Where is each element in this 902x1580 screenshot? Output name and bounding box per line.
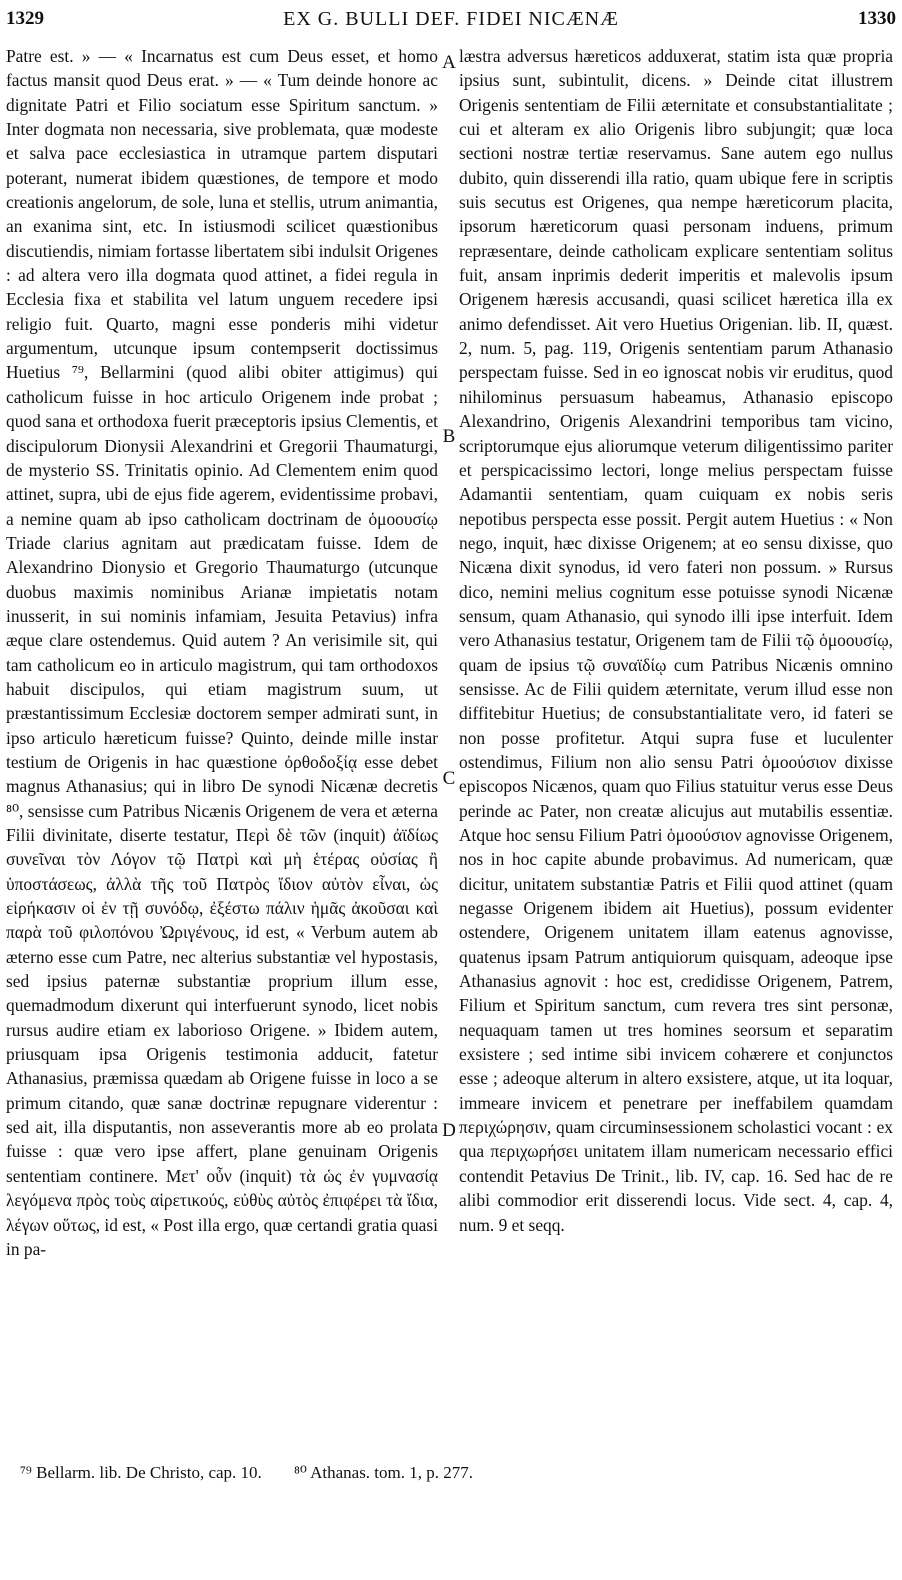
left-column-text: Patre est. » — « Incarnatus est cum Deus esset, et homo factus mansit quod Deus erat. » — « Tum deinde honore ac dignitate Patri et Filio sociatum esse Spiritum sanctum. » Inter dogmata non necessaria, sive problemata, quæ modeste et salva pace ecclesiastica in utramque partem disputari poterant, numerat ibidem quæstiones, de tempore et modo creationis angelorum, de sole, luna et stellis, utrum animantia, an exanima sint, etc. In istiusmodi scilicet quæstionibus discutiendis, nimiam fortasse libertatem sibi indulsit Origenes : ad altera vero illa dogmata quod attinet, a fidei regula in Ecclesia fixa et stabilita vel latum unguem recedere ipsi religio fuit. Quarto, magni esse ponderis mihi videtur argumentum, utcunque ipsum contempserit doctissimus Huetius ⁷⁹, Bellarmini (quod alibi obiter attigimus) qui catholicum fuisse in hoc articulo Origenem inde probat ; quod sana et orthodoxa fuerit præceptoris ipsius Clementis, et discipulorum Dionysii Alexandrini et Gregorii Thaumaturgi, de mysterio SS. Trinitatis opinio. Ad Clementem enim quod attinet, supra, ubi de ejus fide agerem, evidentissime probavi, a nemine quam ab ipso catholicam doctrinam de ὁμοουσίῳ Triade clarius agnitam aut prædicatam fuisse. Idem de Alexandrino Dionysio et Gregorio Thaumaturgo (utcunque duobus maximis nominibus Arianæ impietatis notam inusserit, in sui nominis infamiam, Jesuita Petavius) infra æque clare ostendemus. Quid autem ? An verisimile sit, qui tam catholicum eo in articulo magistrum, qui tam orthodoxos habuit discipulos, qui etiam magistrum suum, ut præstantissimum Ecclesiæ doctorem semper admirati sunt, in ipso articulo hæreticum fuisse? Quinto, deinde mille instar testium de Origenis in hac quæstione ὀρθοδοξίᾳ esse debet magnus Athanasius; qui in libro De synodi Nicænæ decretis ⁸⁰, sensisse cum Patribus Nicænis Origenem de vera et æterna Filii divinitate, diserte testatur, Περὶ δὲ τῶν (inquit) ἀϊδίως συνεῖναι τὸν Λόγον τῷ Πατρὶ καὶ μὴ ἑτέρας οὐσίας ἢ ὑποστάσεως, ἀλλὰ τῆς τοῦ Πατρὸς ἴδιον αὐτὸν εἶναι, ὡς εἰρήκασιν οἱ ἐν τῇ συνόδῳ, ἐξέστω πάλιν ἡμᾶς ἀκοῦσαι καὶ παρὰ τοῦ φιλοπόνου Ὠριγένους, id est, « Verbum autem ab æterno esse cum Patre, nec alterius substantiæ vel hypostasis, sed ipsius paternæ substantiæ proprium illum esse, quemadmodum dixerunt qui interfuerunt synodo, licet nobis rursus audire etiam ex laborioso Origene. » Ibidem autem, priusquam ipsa Origenis testimonia adducit, fatetur Athanasius, præmissa quædam ab Origene fuisse in loco a se primum citando, quæ sanæ doctrinæ repugnare viderentur : sed ait, illa disputantis, non asseverantis more ab eo prolata fuisse : quæ vero ipse affert, plane genuinam Origenis sententiam continere. Μετ' οὖν (inquit) τὰ ὡς ἐν γυμνασίᾳ λεγόμενα πρὸς τοὺς αἱρετικούς, εὐθὺς αὐτὸς ἐπιφέρει τὰ ἴδια, λέγων οὕτως, id est, « Post illa ergo, quæ certandi gratia quasi in pa-: [6, 46, 438, 1259]
running-title: EX G. BULLI DEF. FIDEI NICÆNÆ: [283, 8, 619, 30]
page-number-right: 1330: [858, 8, 896, 29]
right-column-text: læstra adversus hæreticos adduxerat, statim ista quæ propria ipsius sunt, subintulit, dicens. » Deinde citat illustrem Origenis sententiam de Filii æternitate et consubstantialitate ; cui et alteram ex alio Origenis libro subjungit; quæ loca sectioni nostræ tertiæ reservamus. Sane autem ego nullus dubito, quin disserendi illa ratio, quam ubique fere in scriptis suis secutus est Origenes, qua nempe hæreticorum placita, ipsorum hæreticorum quasi personam induens, primum repræsentare, deinde catholicam explicare sententiam solitus fuit, ansam inprimis dederit imperitis et malevolis ipsum Origenem hæresis accusandi, quasi scilicet hæretica illa ex animo defendisset. Ait vero Huetius Origenian. lib. II, quæst. 2, num. 5, pag. 119, Origenis sententiam parum Athanasio perspectam fuisse. Sed in eo ignoscat nobis vir eruditus, quod nihilominus persuasum habeamus, Athanasio episcopo Alexandrino, Origenis Alexandrini temporibus tam vicino, scriptorumque ejus aliorumque veterum diligentissimo pariter et perspicacissimo lectori, longe melius perspectam fuisse Adamantii sententiam, quam cuiquam ex nobis seris nepotibus perspecta esse possit. Pergit autem Huetius : « Non nego, inquit, hæc dixisse Origenem; at eo sensu dixisse, quo Nicæna dixit synodus, id vero fateri non possum. » Rursus dico, nemini melius cognitum esse potuisse synodi Nicænæ sensum, quam Athanasio, qui synodo illi ipse interfuit. Idem vero Athanasius testatur, Origenem tam de Filii τῷ ὁμοουσίῳ, quam de ipsius τῷ συναϊδίῳ cum Patribus Nicænis omnino sensisse. Ac de Filii quidem æternitate, verum illud esse non diffitebitur Huetius; de consubstantialitate vero, id fateri se non posse profitetur. Atqui supra fuse et luculenter ostendimus, Filium non alio sensu Patri ὁμοούσιον dixisse episcopos Nicænos, quam quo Filius statuitur verus esse Deus perinde ac Pater, non creatæ alicujus aut mutabilis essentiæ. Atque hoc sensu Filium Patri ὁμοούσιον agnovisse Origenem, nos in hoc capite abunde probavimus. Ad numericam, quæ dicitur, unitatem substantiæ Patris et Filii quod attinet (quam negasse Origenem ibidem ait Huetius), possum evidenter ostendere, Origenem unitatem illam eatenus agnovisse, quatenus ipsam Patrum antiquiorum quisquam, adeoque ipse Athanasius agnovit : hoc est, credidisse Origenem, Patrem, Filium et Spiritum sanctum, cum revera tres sint personæ, nequaquam tamen ut tres homines seorsum et separatim exsistere ; sed intime sibi invicem cohærere et conjunctos esse ; adeoque alterum in altero exsistere, atque, ut ita loquar, immeare invicem et penetrare per ineffabilem quamdam περιχώρησιν, quam circuminsessionem scholastici vocant : ex qua περιχωρήσει unitatem illam numericam necessario effici contendit Petavius De Trinit., lib. IV, cap. 16. Sed hac de re alibi commodior erit disserendi locus. Vide sect. 4, cap. 4, num. 9 et seqq.: [459, 46, 893, 1235]
section-marker-d: D: [442, 1120, 456, 1141]
right-column: [459, 44, 893, 1459]
page-header: [6, 6, 896, 38]
footnote-79: ⁷⁹ Bellarm. lib. De Christo, cap. 10.: [20, 1463, 262, 1482]
section-marker-a: A: [442, 52, 456, 73]
section-marker-c: C: [442, 768, 456, 789]
footnotes: [20, 1462, 892, 1484]
section-marker-b: B: [442, 426, 456, 447]
left-column: [6, 44, 438, 1459]
footnote-80: ⁸⁰ Athanas. tom. 1, p. 277.: [294, 1463, 474, 1482]
page-number-left: 1329: [6, 8, 44, 29]
